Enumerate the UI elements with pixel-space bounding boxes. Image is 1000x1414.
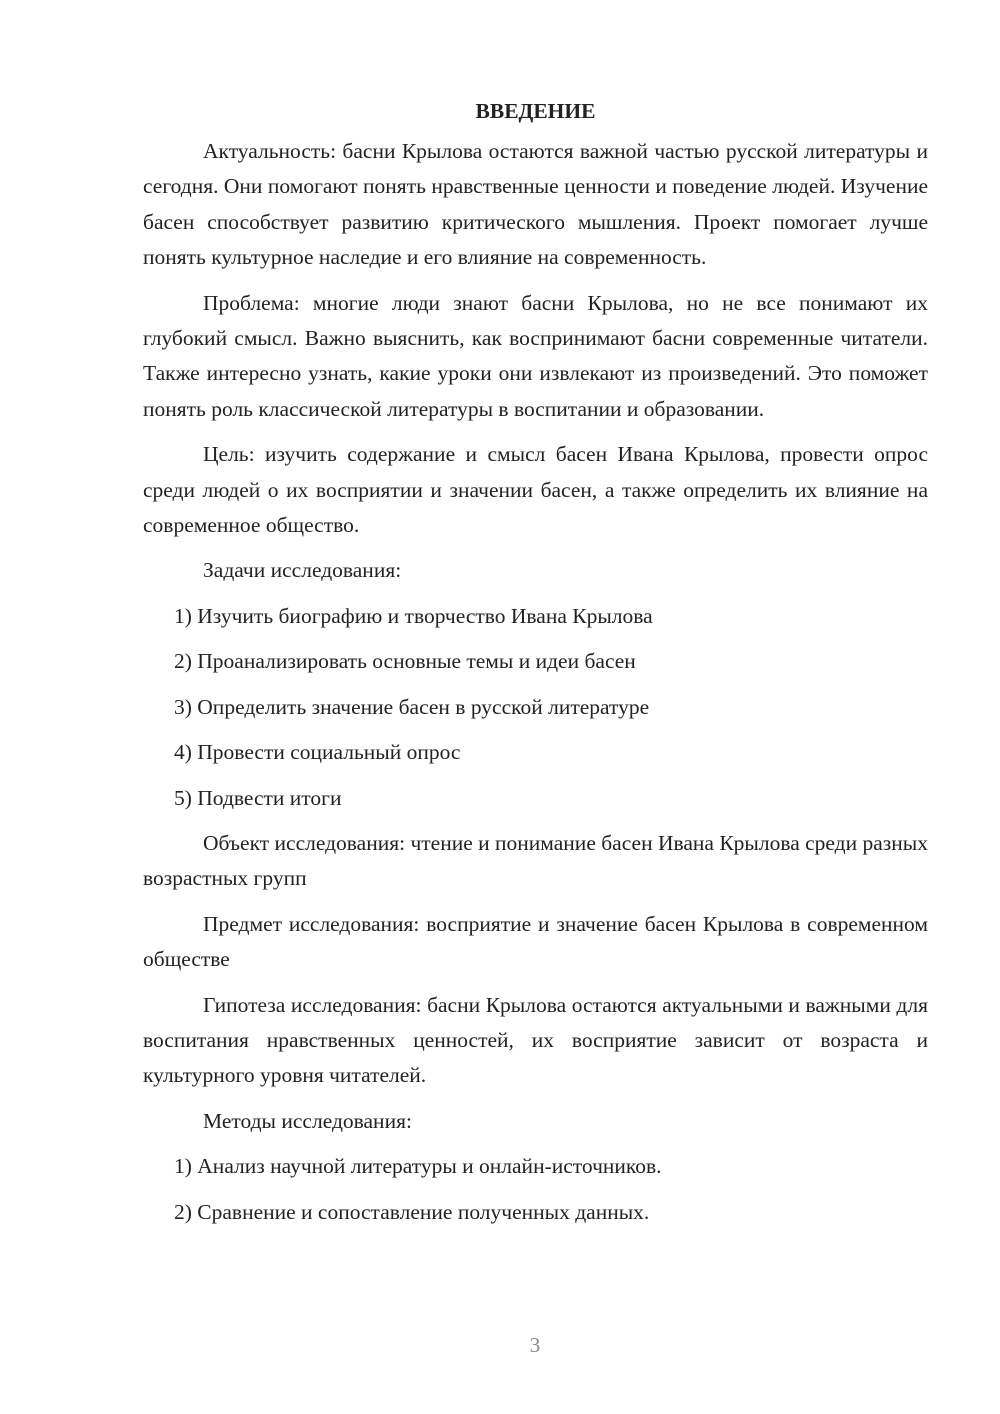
paragraph-goal: Цель: изучить содержание и смысл басен Ивана Крылова, провести опрос среди людей о их восприятии и значении басен, а также определить их влияние на современное общество. [143,442,928,538]
methods-list [143,1149,928,1230]
list-item: 2) Проанализировать основные темы и идеи басен [174,649,636,674]
document-page [143,96,928,1240]
tasks-list [143,599,928,816]
paragraph-relevance: Актуальность: басни Крылова остаются важной частью русской литературы и сегодня. Они помогают понять нравственные ценности и поведение людей. Изучение басен способствует развитию критического мышления. Проект помогает лучше понять культурное наследие и его влияние на современность. [143,139,928,270]
list-item: 2) Сравнение и сопоставление полученных данных. [174,1199,650,1224]
paragraph-hypothesis: Гипотеза исследования: басни Крылова остаются актуальными и важными для воспитания нравственных ценностей, их восприятие зависит от возраста и культурного уровня читателей. [143,992,928,1088]
list-item: 4) Провести социальный опрос [174,740,461,765]
list-item: 1) Анализ научной литературы и онлайн-источников. [174,1154,662,1179]
paragraph-subject: Предмет исследования: восприятие и значение басен Крылова в современном обществе [143,911,928,972]
list-item: 5) Подвести итоги [174,785,342,810]
page-number: 3 [529,1333,541,1357]
list-item: 3) Определить значение басен в русской литературе [174,694,650,719]
list-item: 1) Изучить биографию и творчество Ивана Крылова [174,603,653,628]
document-title: ВВЕДЕНИЕ [475,99,596,123]
paragraph-object: Объект исследования: чтение и понимание басен Ивана Крылова среди разных возрастных групп [143,830,928,891]
methods-heading: Методы исследования: [203,1108,412,1133]
tasks-heading: Задачи исследования: [203,558,402,583]
paragraph-problem: Проблема: многие люди знают басни Крылова, но не все понимают их глубокий смысл. Важно выяснить, как воспринимают басни современные читатели. Также интересно узнать, какие уроки они извлекают из произведений. Это поможет понять роль классической литературы в воспитании и образовании. [143,290,928,421]
